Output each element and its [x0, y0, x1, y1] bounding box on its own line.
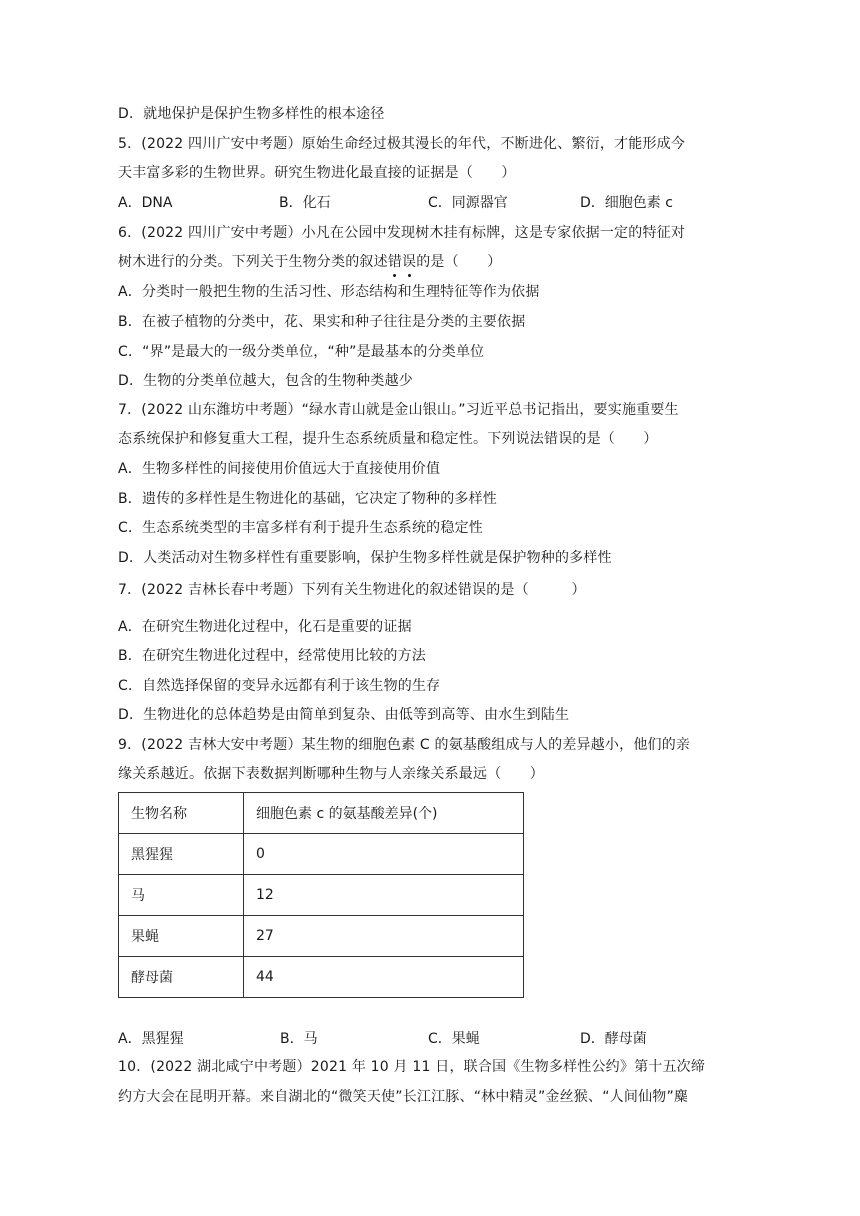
- q6-stem-line2-start: 树木进行的分类。下列关于生物分类的叙述: [118, 254, 388, 270]
- q9-options: [118, 1029, 738, 1049]
- q7b-stem-line1: 7．(2022 吉林长春中考题）下列有关生物进化的叙述错误的是（ ）: [118, 582, 586, 598]
- q5-option-d: D．细胞色素 c: [580, 195, 673, 211]
- cytochrome-c-table: [118, 792, 524, 998]
- q6-option-b: B．在被子植物的分类中，花、果实和种子往往是分类的主要依据: [118, 314, 526, 330]
- q6-emphasis-char-1: 错: [387, 254, 403, 270]
- q9-option-b: B．马: [280, 1031, 318, 1047]
- q10-stem-line2: 约方大会在昆明开幕。来自湖北的“微笑天使”长江江豚、“林中精灵”金丝猴、“人间仙物”麋: [118, 1089, 689, 1105]
- q9-option-a: A．黑猩猩: [118, 1031, 184, 1047]
- q7b-option-b: B．在研究生物进化过程中，经常使用比较的方法: [118, 648, 427, 664]
- q4-option-d: D．就地保护是保护生物多样性的根本途径: [118, 106, 385, 122]
- q7a-option-c: C．生态系统类型的丰富多样有利于提升生态系统的稳定性: [118, 520, 483, 536]
- table-row: [119, 834, 524, 875]
- q6-stem-line2: [118, 252, 501, 272]
- q6-stem-line1: 6．(2022 四川广安中考题）小凡在公园中发现树木挂有标牌，这是专家依据一定的特征对: [118, 225, 686, 241]
- q6-option-a: A．分类时一般把生物的生活习性、形态结构和生理特征等作为依据: [118, 284, 540, 300]
- table-cell-difference: 0: [244, 834, 524, 875]
- table-header-row: [119, 793, 524, 834]
- q7a-option-a: A．生物多样性的间接使用价值远大于直接使用价值: [118, 461, 441, 477]
- q9-stem-line2: 缘关系越近。依据下表数据判断哪种生物与人亲缘关系最远（ ）: [118, 766, 544, 782]
- q9-stem-line1: 9．(2022 吉林大安中考题）某生物的细胞色素 C 的氨基酸组成与人的差异越小，他们的亲: [118, 737, 691, 753]
- table-cell-organism: 酵母菌: [119, 957, 244, 998]
- q5-option-b: B．化石: [279, 195, 331, 211]
- q9-option-c: C．果蝇: [428, 1031, 480, 1047]
- q6-stem-line2-end: 的是（ ）: [416, 254, 502, 270]
- table-cell-organism: 果蝇: [119, 916, 244, 957]
- table-header-cell: 生物名称: [119, 793, 244, 834]
- q7b-option-a: A．在研究生物进化过程中，化石是重要的证据: [118, 619, 412, 635]
- q5-stem-line2: 天丰富多彩的生物世界。研究生物进化最直接的证据是（ ）: [118, 165, 516, 181]
- table-header-cell: 细胞色素 c 的氨基酸差异(个): [244, 793, 524, 834]
- table-cell-difference: 27: [244, 916, 524, 957]
- q5-option-a: A．DNA: [118, 195, 173, 211]
- table-cell-organism: 马: [119, 875, 244, 916]
- q5-options: [118, 193, 738, 213]
- table-cell-difference: 44: [244, 957, 524, 998]
- q7b-option-c: C．自然选择保留的变异永远都有利于该生物的生存: [118, 678, 441, 694]
- q5-stem-line1: 5．(2022 四川广安中考题）原始生命经过极其漫长的年代，不断进化、繁衍，才能形成今: [118, 136, 686, 152]
- q7b-option-d: D．生物进化的总体趋势是由简单到复杂、由低等到高等、由水生到陆生: [118, 707, 570, 723]
- q7a-stem-line2: 态系统保护和修复重大工程，提升生态系统质量和稳定性。下列说法错误的是（ ）: [118, 431, 658, 447]
- q9-option-d: D．酵母菌: [580, 1031, 647, 1047]
- q7a-stem-line1: 7．(2022 山东潍坊中考题）“绿水青山就是金山银山。”习近平总书记指出，要实施重要生: [118, 402, 679, 418]
- q7a-option-d: D．人类活动对生物多样性有重要影响，保护生物多样性就是保护物种的多样性: [118, 550, 612, 566]
- table-row: [119, 916, 524, 957]
- table-row: [119, 957, 524, 998]
- q5-option-c: C．同源器官: [428, 195, 508, 211]
- q6-option-c: C．“界”是最大的一级分类单位，“种”是最基本的分类单位: [118, 344, 485, 360]
- q6-option-d: D．生物的分类单位越大，包含的生物种类越少: [118, 373, 413, 389]
- q10-stem-line1: 10．(2022 湖北咸宁中考题）2021 年 10 月 11 日，联合国《生物多样性公约》第十五次缔: [118, 1059, 706, 1075]
- q7a-option-b: B．遗传的多样性是生物进化的基础，它决定了物种的多样性: [118, 491, 498, 507]
- q6-emphasis-char-2: 误: [402, 254, 417, 270]
- table-cell-difference: 12: [244, 875, 524, 916]
- table-row: [119, 875, 524, 916]
- table-cell-organism: 黑猩猩: [119, 834, 244, 875]
